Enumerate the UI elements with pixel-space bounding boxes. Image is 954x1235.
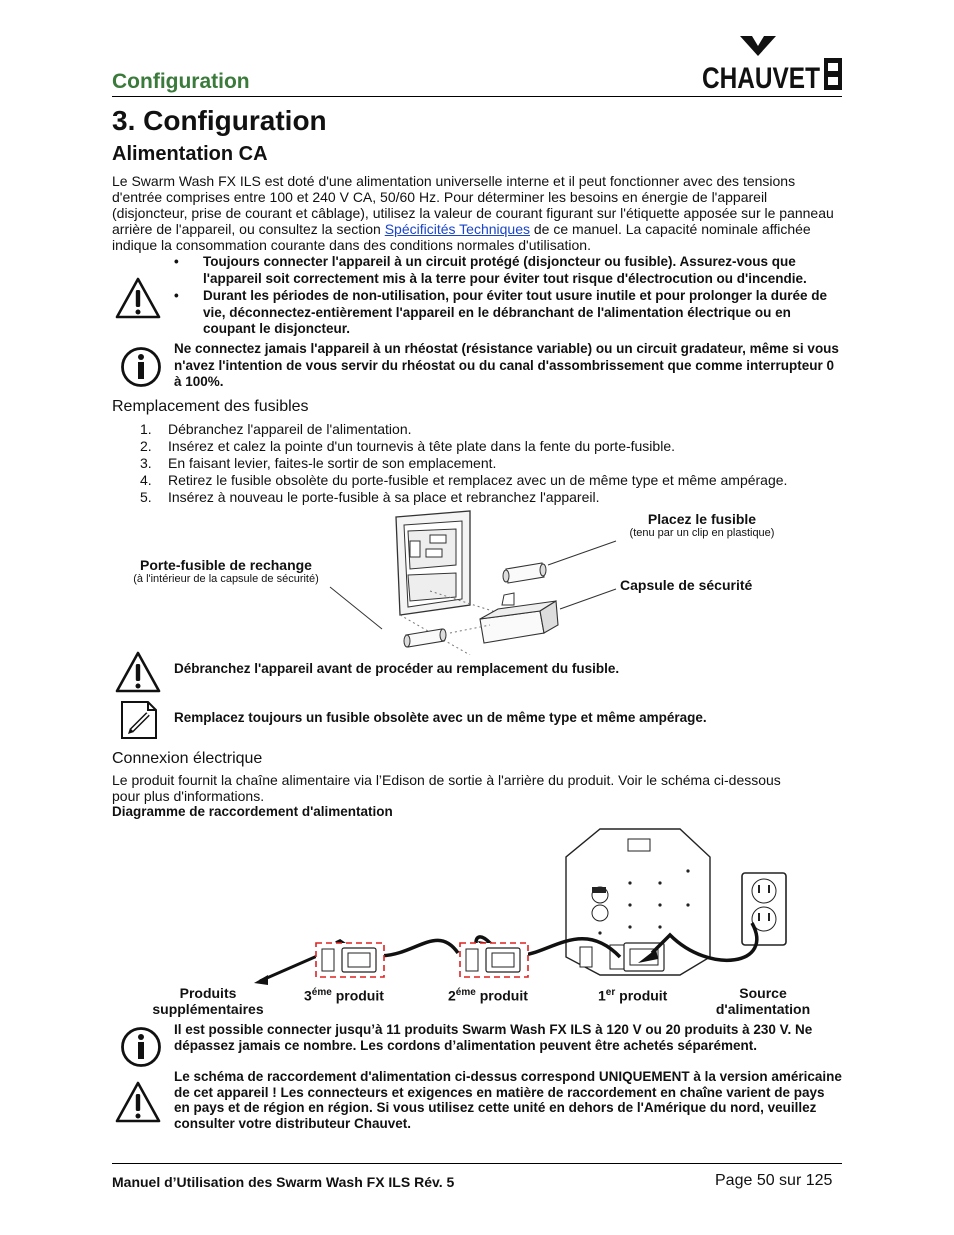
warning-icon — [114, 650, 162, 694]
section-heading-connexion: Connexion électrique — [112, 750, 263, 767]
footer-manual-title: Manuel d’Utilisation des Swarm Wash FX ILS Rév. 5 — [112, 1174, 455, 1190]
connexion-paragraph: Le produit fournit la chaîne alimentaire via l’Edison de sortie à l'arrière du produit. Voir le schéma ci-dessous pour plus d'informations. — [112, 772, 781, 804]
fuse-callout-lines — [320, 535, 630, 635]
page-title: 3. Configuration — [112, 105, 327, 136]
warning-us-version: Le schéma de raccordement d'alimentation ci-dessus correspond UNIQUEMENT à la version américaine de cet appareil ! Les connecteurs et exigences en matière de raccordement en chaîne varient de pays en pays et de région en région. Si vous utilisez cette unité en dehors de l'Amérique du nord, veuillez consulter votre distributeur Chauvet. — [174, 1069, 842, 1131]
place-fuse-callout: Placez le fusible (tenu par un clip en plastique) — [629, 511, 775, 539]
chauvet-dj-logo — [700, 34, 845, 96]
intro-text-1: Le Swarm Wash FX ILS est doté d'une alimentation universelle interne et il peut fonctionner avec des tensions d'entrée comprises entre 100 et 240 V CA, 50/60 Hz. Pour déterminer les besoins en énergie de l'appareil (disjoncteur, prise de courant et câblage), utilisez la valeur de courant figurant sur l'étiquette apposée sur le panneau arrière de l'appareil, ou consultez la section — [112, 173, 834, 237]
power-linking-diagram — [240, 825, 800, 995]
warning-ground: Toujours connecter l'appareil à un circuit protégé (disjoncteur ou fusible). Assurez-vous que l'appareil soit correctement mis à la terre pour éviter tout risque d'électrocution ou d'incendie. — [203, 254, 807, 286]
intro-text-2: de ce manuel. La capacité nominale affichée indique la consommation courante dans des conditions normales d'utilisation. — [112, 221, 811, 253]
label-third-product: $3^{éme}$ produit — [304, 987, 384, 1004]
list-item: 1. Débranchez l'appareil de l'alimentation. — [140, 421, 412, 437]
spare-fuse-callout: Porte-fusible de rechange (à l'intérieur de la capsule de sécurité) — [133, 557, 319, 585]
info-icon — [120, 1025, 162, 1069]
logo-wordmark: CHAUVET — [702, 62, 820, 95]
fuse-steps-list — [140, 421, 850, 506]
logo-dj-block — [824, 58, 842, 90]
warning-unplug-fuse: Débranchez l'appareil avant de procéder au remplacement du fusible. — [174, 661, 620, 676]
running-header: Configuration — [112, 70, 250, 93]
info-max-products: Il est possible connecter jusqu’à 11 produits Swarm Wash FX ILS à 120 V ou 20 produits à 230 V. Ne dépassez jamais ce nombre. Les cordons d’alimentation peuvent être achetés séparément. — [174, 1022, 813, 1053]
warning-icon — [114, 1080, 162, 1124]
diagram-title: Diagramme de raccordement d'alimentation — [112, 804, 393, 819]
header-rule — [112, 96, 842, 97]
logo-crown — [740, 36, 776, 56]
capsule-callout: Capsule de sécurité — [620, 577, 753, 593]
label-second-product: $2^{éme}$ produit — [448, 987, 528, 1004]
label-power-source: Source d'alimentation — [715, 985, 811, 1017]
footer-page-number: Page 50 sur 125 — [715, 1172, 833, 1189]
warning-unplug: Durant les périodes de non-utilisation, pour éviter tout usure inutile et pour prolonger la durée de vie, déconnectez-entièrement l'appareil en le débranchant de l'alimentation électrique ou en coupant le disjoncteur. — [203, 288, 828, 336]
list-item: 2. Insérez et calez la pointe d'un tournevis à tête plate dans la fente du porte-fusible. — [140, 438, 675, 454]
section-heading-alimentation: Alimentation CA — [112, 143, 268, 165]
label-more-products: Produits supplémentaires — [152, 985, 264, 1017]
info-icon — [120, 345, 162, 389]
label-first-product: 1er produit — [598, 987, 668, 1004]
list-item: 5. Insérez à nouveau le porte-fusible à sa place et rebranchez l'appareil. — [140, 489, 600, 505]
info-rheostat: Ne connectez jamais l'appareil à un rhéostat (résistance variable) ou un circuit gradateur, même si vous n'avez l'intention de vous servir du rhéostat ou du canal d'assombrissement que comme interrupteur 0 à 100%. — [174, 341, 839, 389]
intro-paragraph — [112, 173, 844, 253]
warning-icon — [114, 276, 162, 320]
list-item: 4. Retirez le fusible obsolète du porte-fusible et remplacez avec un de même type et même ampérage. — [140, 472, 788, 488]
list-item: 3. En faisant levier, faites-le sortir de son emplacement. — [140, 455, 497, 471]
specifications-link[interactable]: Spécificités Techniques — [384, 221, 530, 237]
footer-rule — [112, 1163, 842, 1164]
section-heading-fusibles: Remplacement des fusibles — [112, 398, 309, 415]
note-fuse-type: Remplacez toujours un fusible obsolète avec un de même type et même ampérage. — [174, 710, 707, 725]
note-pencil-icon — [118, 698, 160, 742]
